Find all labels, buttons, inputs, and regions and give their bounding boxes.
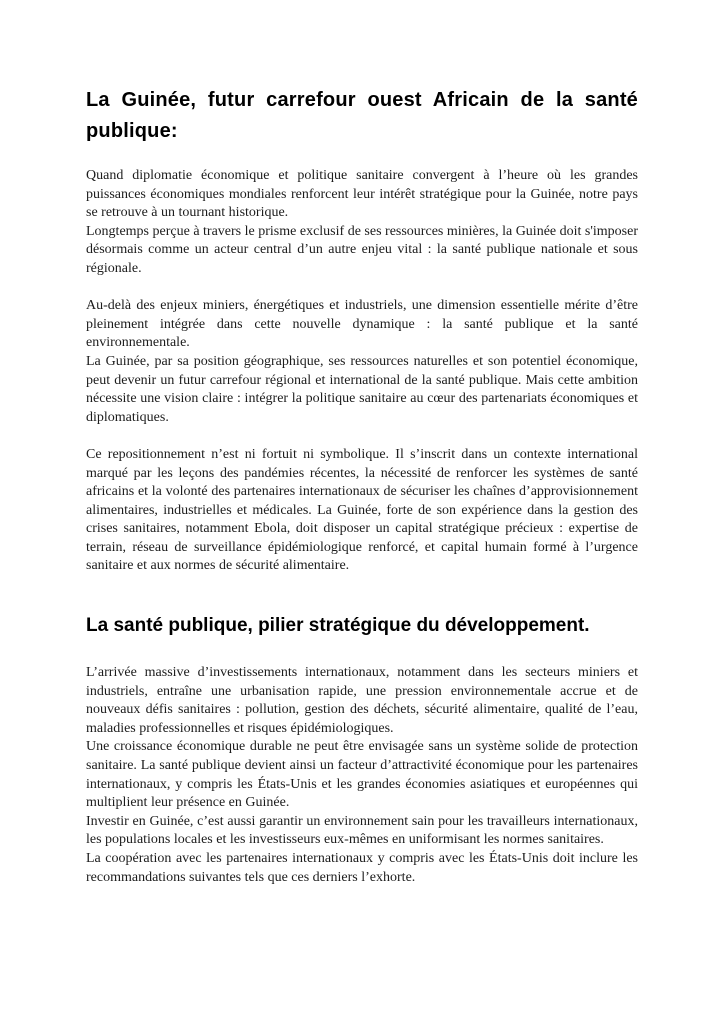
section-2-heading: La santé publique, pilier stratégique du développement. (86, 615, 590, 637)
paragraph: Une croissance économique durable ne peut être envisagée sans un système solide de protection sanitaire. La santé publique devient ainsi un facteur d’attractivité économique pour les partenaires internationaux, y compris les États-Unis et les grandes économies asiatiques et européennes qui multiplient leur présence en Guinée. (86, 739, 638, 811)
paragraph: Au-delà des enjeux miniers, énergétiques et industriels, une dimension essentielle mérite d’être pleinement intégrée dans cette nouvelle dynamique : la santé publique et la santé environnementale. (86, 298, 638, 351)
paragraph: L’arrivée massive d’investissements internationaux, notamment dans les secteurs miniers et industriels, entraîne une urbanisation rapide, une pression environnementale accrue et de nouveaux défis sanitaires : pollution, gestion des déchets, sécurité alimentaire, qualité de l’eau, maladies professionnelles et risques épidémiologiques. (86, 665, 638, 736)
paragraph: La coopération avec les partenaires internationaux y compris avec les États-Unis doit inclure les recommandations suivantes tels que ces derniers l’exhorte. (86, 851, 638, 885)
paragraph: La Guinée, par sa position géographique, ses ressources naturelles et son potentiel économique, peut devenir un futur carrefour régional et international de la santé publique. Mais cette ambition nécessite une vision claire : intégrer la politique sanitaire au cœur des partenariats économiques et diplomatiques. (86, 353, 638, 425)
paragraph: Longtemps perçue à travers le prisme exclusif de ses ressources minières, la Guinée doit s'imposer désormais comme un acteur central d’un autre enjeu vital : la santé publique nationale et sous régionale. (86, 223, 638, 276)
section-1-heading: La Guinée, futur carrefour ouest Africain de la santé publique: (86, 89, 638, 142)
paragraph: Quand diplomatie économique et politique sanitaire convergent à l’heure où les grandes puissances économiques mondiales renforcent leur intérêt stratégique pour la Guinée, notre pays se retrouve à un tournant historique. (86, 168, 638, 221)
paragraph: Investir en Guinée, c’est aussi garantir un environnement sain pour les travailleurs internationaux, les populations locales et les investisseurs eux-mêmes en uniformisant les normes sanitaires. (86, 813, 638, 848)
paragraph: Ce repositionnement n’est ni fortuit ni symbolique. Il s’inscrit dans un contexte international marqué par les leçons des pandémies récentes, la nécessité de renforcer les systèmes de santé africains et la volonté des partenaires internationaux de sécuriser les chaînes d’approvisionnement alimentaires, industrielles et médicales. La Guinée, forte de son expérience dans la gestion des crises sanitaires, notamment Ebola, doit disposer un capital stratégique précieux : expertise de terrain, réseau de surveillance épidémiologique renforcé, et capital humain formé à l’urgence sanitaire et aux normes de sécurité alimentaire. (86, 446, 638, 574)
